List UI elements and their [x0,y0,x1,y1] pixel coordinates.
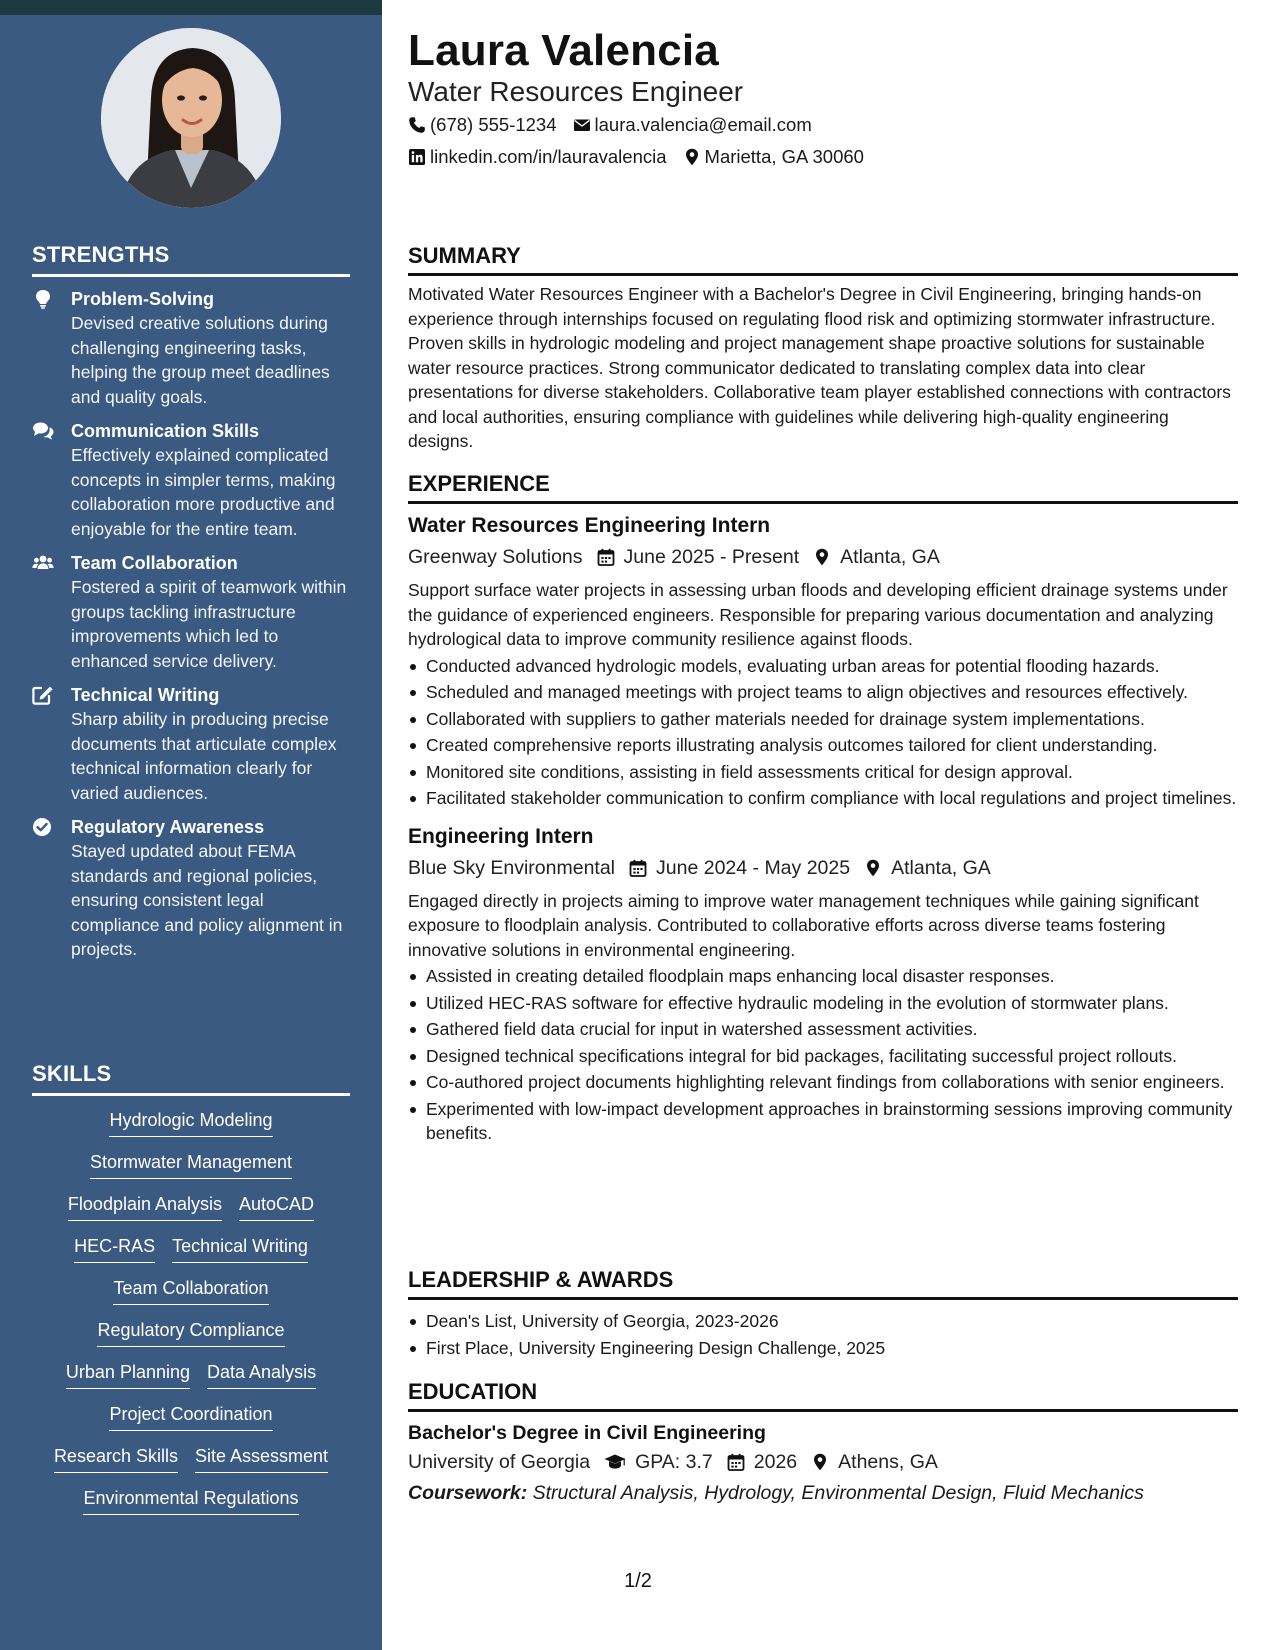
contact-row [408,113,828,137]
skill-tag: AutoCAD [239,1192,314,1221]
calendar-icon [597,548,615,566]
award-item: Dean's List, University of Georgia, 2023-2026 [408,1309,1238,1334]
skill-tag: Project Coordination [109,1402,272,1431]
skill-tag: Site Assessment [195,1444,328,1473]
job-bullet: Designed technical specifications integral for bid packages, facilitating successful project rollouts. [408,1044,1238,1069]
skills-heading: SKILLS [32,1061,350,1096]
strength-item [32,419,350,541]
strength-description: Sharp ability in producing precise documents that articulate complex technical information clearly for varied audiences. [71,709,337,803]
strength-item [32,683,350,805]
job-dates [597,543,800,571]
skill-tag: Regulatory Compliance [97,1318,284,1347]
contact-phone[interactable] [408,113,557,137]
map-pin-icon [683,148,701,166]
job-bullets [408,654,1238,811]
job-location [864,854,991,882]
job-location-text: Atlanta, GA [891,856,991,879]
strength-title: Communication Skills [71,421,260,441]
skill-tag: Floodplain Analysis [68,1192,222,1221]
coursework-list: Structural Analysis, Hydrology, Environmental Design, Fluid Mechanics [532,1482,1144,1504]
job-meta [408,854,1238,882]
linkedin-icon [408,148,426,166]
education-section [408,1378,1238,1507]
experience-heading: EXPERIENCE [408,470,1238,504]
strength-title: Team Collaboration [71,553,238,573]
edit-icon [32,685,54,705]
strength-description: Stayed updated about FEMA standards and regional policies, ensuring consistent legal compliance and policy alignment in projects. [71,841,343,959]
job-description: Engaged directly in projects aiming to improve water management techniques while gaining significant exposure to floodplain analysis. Contributed to collaborative efforts across diverse teams fostering innovative solutions in environmental engineering. [408,890,1199,960]
contact-row [408,145,880,169]
phone-number: (678) 555-1234 [430,114,557,135]
skill-tag: Stormwater Management [90,1150,292,1179]
award-item: First Place, University Engineering Design Challenge, 2025 [408,1336,1238,1361]
job-meta [408,543,1238,571]
contact-location [683,145,864,169]
strength-title: Regulatory Awareness [71,817,265,837]
leadership-heading: LEADERSHIP & AWARDS [408,1266,1238,1300]
job-bullet: Collaborated with suppliers to gather materials needed for drainage system implementations. [408,707,1238,732]
calendar-icon [629,859,647,877]
job-bullet: Conducted advanced hydrologic models, evaluating urban areas for potential flooding hazards. [408,654,1238,679]
comments-icon [32,421,54,441]
skill-tag: Environmental Regulations [83,1486,298,1515]
calendar-icon [727,1453,745,1471]
email-address: laura.valencia@email.com [594,114,812,135]
job-location [813,543,940,571]
map-pin-icon [813,548,831,566]
candidate-name: Laura Valencia [408,26,719,75]
contact-email[interactable] [573,113,812,137]
job-title: Engineering Intern [408,824,594,848]
job-location-text: Atlanta, GA [840,546,940,568]
contact-linkedin[interactable] [408,145,667,169]
skill-tag: Research Skills [54,1444,178,1473]
lightbulb-icon [32,289,54,309]
page-number: 1/2 [624,1570,652,1592]
summary-section [408,242,1238,454]
job-entry [408,823,1238,1146]
job-bullet: Gathered field data crucial for input in watershed assessment activities. [408,1017,1238,1042]
location-text: Marietta, GA 30060 [704,146,864,167]
strength-description: Devised creative solutions during challenging engineering tasks, helping the group meet deadlines and quality goals. [71,313,330,407]
job-description: Support surface water projects in assessing urban floods and developing efficient drainage systems under the guidance of experienced engineers. Responsible for preparing various documentation and analyzing hydrological data to improve community resilience against floods. [408,580,1228,649]
summary-text: Motivated Water Resources Engineer with a Bachelor's Degree in Civil Engineering, bringing hands-on experience through internships focused on regulating flood risk and optimizing stormwater infrastructure. Proven skills in hydrologic modeling and project management shape proactive solutions for sustainable water resource practices. Strong communicator dedicated to translating complex data into clear presentations for diverse stakeholders. Collaborative team player established connections with contractors and local authorities, ensuring compliance with guidelines while delivering high-quality engineering designs. [408,284,1231,451]
experience-section [408,470,1238,1146]
job-bullet: Scheduled and managed meetings with project teams to align objectives and resources effectively. [408,680,1238,705]
leadership-section [408,1266,1238,1360]
map-pin-icon [811,1453,829,1471]
job-bullet: Utilized HEC-RAS software for effective hydraulic modeling in the evolution of stormwater plans. [408,991,1238,1016]
profile-photo-illustration [101,28,281,208]
job-company: Blue Sky Environmental [408,856,616,879]
users-icon [32,553,54,573]
strength-description: Fostered a spirit of teamwork within groups tackling infrastructure improvements which led to enhanced service delivery. [71,577,347,671]
gpa-text: GPA: 3.7 [635,1451,713,1473]
linkedin-url: linkedin.com/in/lauravalencia [430,146,667,167]
coursework [408,1479,1238,1507]
envelope-icon [573,116,591,134]
summary-heading: SUMMARY [408,242,1238,276]
job-bullet: Assisted in creating detailed floodplain maps enhancing local disaster responses. [408,964,1238,989]
skill-tag: Hydrologic Modeling [109,1108,272,1137]
strengths-section [32,242,350,962]
job-bullet: Monitored site conditions, assisting in field assessments critical for design approval. [408,760,1238,785]
graduation-cap-icon [604,1453,626,1471]
skill-tag: HEC-RAS [74,1234,155,1263]
skill-tag: Urban Planning [66,1360,190,1389]
skill-tag: Team Collaboration [113,1276,268,1305]
phone-icon [408,116,426,134]
education-gpa [604,1448,713,1476]
year-text: 2026 [753,1451,798,1473]
coursework-label: Coursework: [408,1482,528,1504]
strength-item [32,815,350,962]
leadership-list [408,1309,1238,1360]
education-year [727,1448,797,1476]
check-circle-icon [32,817,54,837]
sidebar-top-bar [0,0,382,15]
skill-tag: Data Analysis [207,1360,316,1389]
strength-title: Problem-Solving [71,289,215,309]
job-bullet: Facilitated stakeholder communication to confirm compliance with local regulations and project timelines. [408,786,1238,811]
profile-photo [101,28,281,208]
job-dates [629,854,850,882]
job-dates-text: June 2024 - May 2025 [656,856,851,879]
strength-item [32,287,350,409]
school-name: University of Georgia [408,1451,591,1473]
job-bullet: Created comprehensive reports illustrating analysis outcomes tailored for client understanding. [408,733,1238,758]
job-bullets [408,964,1238,1146]
job-dates-text: June 2025 - Present [623,546,800,568]
map-pin-icon [864,859,882,877]
skill-tag: Technical Writing [172,1234,308,1263]
skills-section [32,1061,350,1515]
job-headline: Water Resources Engineer [408,76,744,107]
job-title: Water Resources Engineering Intern [408,514,771,537]
job-company: Greenway Solutions [408,546,583,568]
strength-item [32,551,350,673]
job-entry [408,512,1238,811]
strength-title: Technical Writing [71,685,220,705]
job-bullet: Experimented with low-impact development approaches in brainstorming sessions improving community benefits. [408,1097,1238,1146]
education-location [811,1448,938,1476]
education-meta [408,1448,1238,1476]
strength-description: Effectively explained complicated concepts in simpler terms, making collaboration more productive and enjoyable for the entire team. [71,445,336,539]
skills-list [32,1108,350,1515]
degree-title: Bachelor's Degree in Civil Engineering [408,1422,766,1444]
education-heading: EDUCATION [408,1378,1238,1412]
job-bullet: Co-authored project documents highlighting relevant findings from collaborations with senior engineers. [408,1070,1238,1095]
sidebar [0,0,382,1650]
education-location-text: Athens, GA [838,1451,938,1473]
strengths-heading: STRENGTHS [32,242,350,277]
